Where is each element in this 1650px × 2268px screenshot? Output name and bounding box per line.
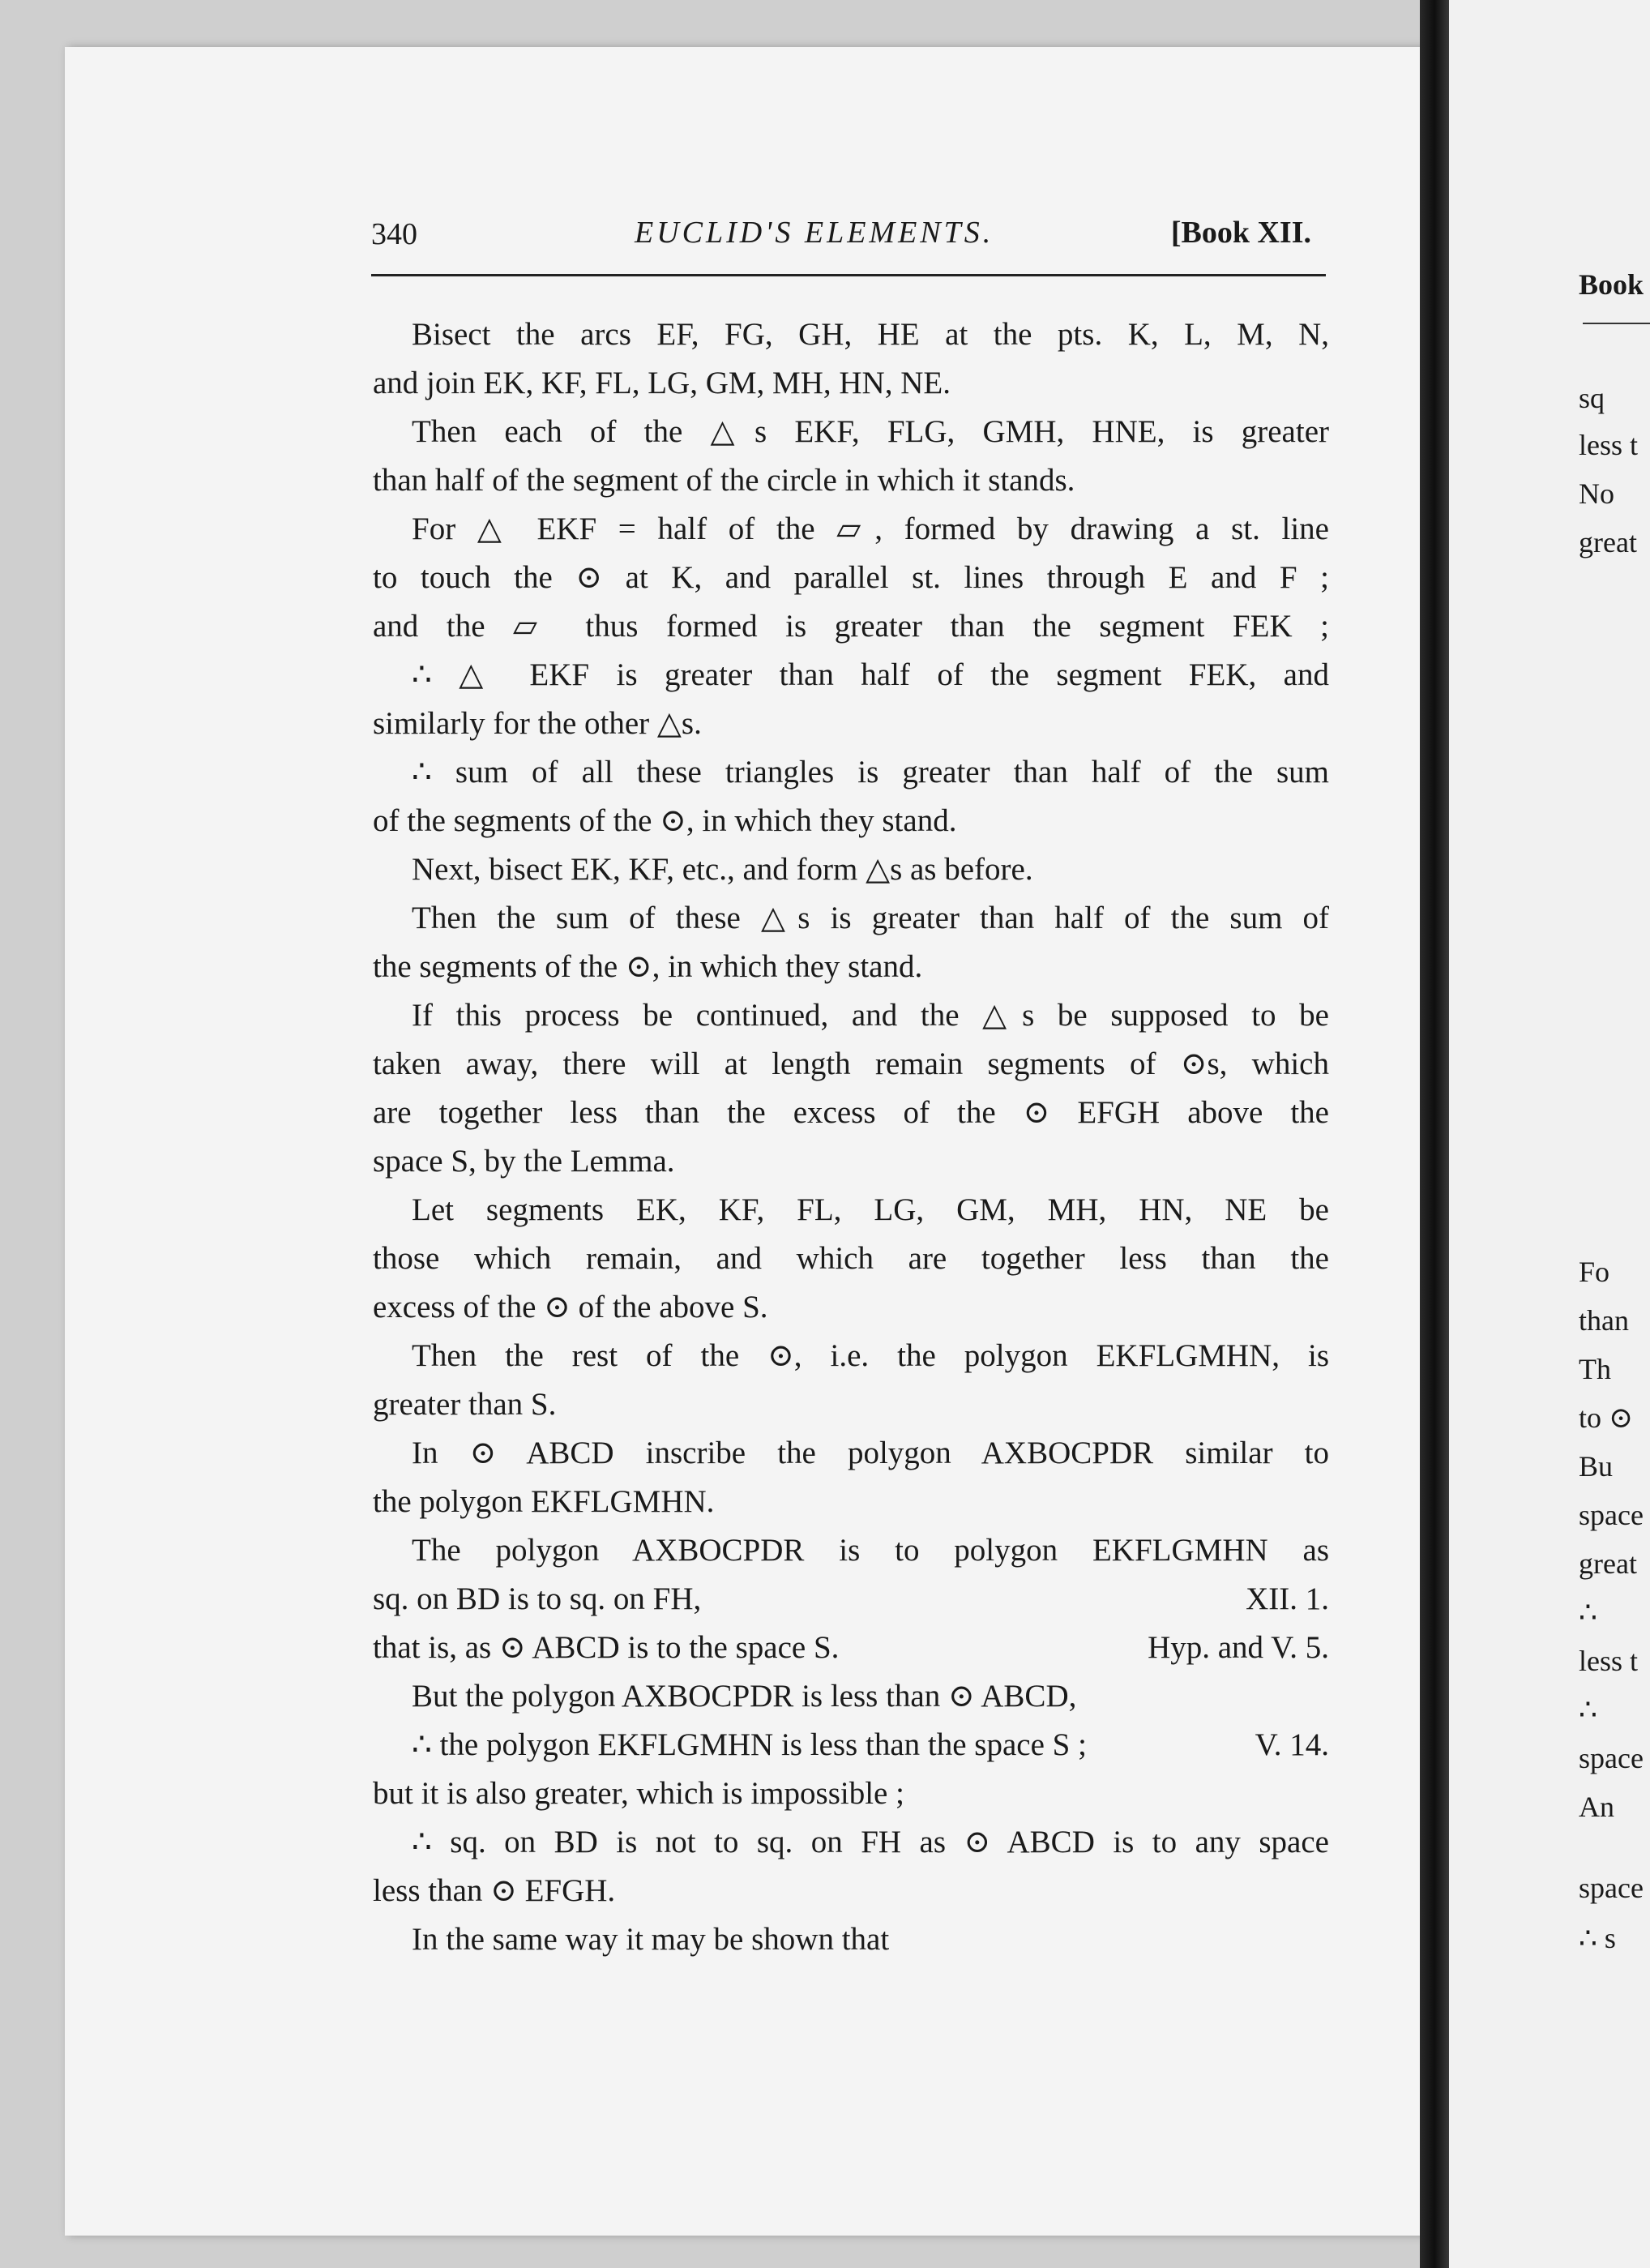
page-number: 340	[371, 217, 417, 251]
right-page-line: An	[1579, 1791, 1614, 1823]
text-line: less than ⊙ EFGH.	[373, 1873, 616, 1908]
right-page-line: less t	[1579, 1645, 1639, 1677]
text-line-body: that is, as ⊙ ABCD is to the space S.	[373, 1630, 840, 1665]
text-line: but it is also greater, which is impossible ;	[373, 1776, 904, 1811]
text-line	[373, 1721, 1329, 1769]
right-page-line: ∴ s	[1579, 1922, 1616, 1954]
right-page-line: great	[1579, 526, 1637, 558]
text-line: than half of the segment of the circle in which it stands.	[373, 463, 1075, 498]
right-page-line: No	[1579, 477, 1614, 510]
right-page-line: sq	[1579, 382, 1605, 414]
right-page	[1449, 0, 1650, 2268]
text-line: space S, by the Lemma.	[373, 1144, 675, 1179]
text-line: Bisect the arcs EF, FG, GH, HE at the pts. K, L, M, N,	[412, 317, 1329, 352]
right-page-line: ∴	[1579, 1693, 1597, 1726]
page-body-text	[373, 310, 1329, 1964]
text-line: and the ▱ thus formed is greater than the segment FEK ;	[373, 609, 1329, 644]
text-line: In the same way it may be shown that	[412, 1922, 890, 1957]
right-page-rule	[1583, 323, 1650, 324]
text-line: those which remain, and which are together less than the	[373, 1241, 1329, 1276]
right-page-line: less t	[1579, 429, 1639, 461]
right-page-line: ∴	[1579, 1596, 1597, 1628]
proof-reference: XII. 1.	[1246, 1581, 1329, 1616]
text-line: In ⊙ ABCD inscribe the polygon AXBOCPDR similar to	[412, 1436, 1329, 1470]
page-header	[371, 215, 1326, 263]
text-line: taken away, there will at length remain segments of ⊙s, which	[373, 1046, 1329, 1081]
text-line: ∴ sq. on BD is not to sq. on FH as ⊙ ABCD is to any space	[412, 1825, 1329, 1859]
right-page-line: space	[1579, 1742, 1644, 1774]
text-line: The polygon AXBOCPDR is to polygon EKFLGMHN as	[412, 1533, 1329, 1568]
text-line: For △ EKF = half of the ▱, formed by drawing a st. line	[412, 511, 1329, 546]
right-page-line: to ⊙	[1579, 1401, 1634, 1434]
text-line: the polygon EKFLGMHN.	[373, 1484, 715, 1519]
text-line	[373, 1624, 1329, 1672]
right-page-line: space	[1579, 1499, 1644, 1531]
running-title: EUCLID'S ELEMENTS.	[635, 216, 994, 250]
proof-reference: V. 14.	[1255, 1727, 1329, 1762]
text-line: to touch the ⊙ at K, and parallel st. lines through E and F ;	[373, 560, 1329, 595]
right-page-line: space	[1579, 1872, 1644, 1904]
right-page-line: than	[1579, 1304, 1629, 1337]
text-line: excess of the ⊙ of the above S.	[373, 1290, 768, 1324]
header-rule	[371, 274, 1326, 276]
text-line-body: ∴ the polygon EKFLGMHN is less than the space S ;	[412, 1727, 1087, 1762]
book-label: [Book XII.	[1170, 216, 1311, 250]
text-line: are together less than the excess of the ⊙ EFGH above the	[373, 1095, 1329, 1130]
text-line: of the segments of the ⊙, in which they stand.	[373, 803, 957, 838]
right-page-line: Th	[1579, 1353, 1611, 1385]
text-line: the segments of the ⊙, in which they stand.	[373, 949, 923, 984]
right-page-line: Bu	[1579, 1450, 1614, 1483]
proof-reference: Hyp. and V. 5.	[1148, 1630, 1329, 1665]
text-line: ∴ △ EKF is greater than half of the segment FEK, and	[412, 657, 1329, 692]
text-line	[373, 1575, 1329, 1624]
text-line: ∴ sum of all these triangles is greater than half of the sum	[412, 755, 1329, 790]
text-line: Then the sum of these △s is greater than half of the sum of	[412, 901, 1329, 935]
text-line: But the polygon AXBOCPDR is less than ⊙ ABCD,	[412, 1679, 1077, 1714]
text-line: Next, bisect EK, KF, etc., and form △s as before.	[412, 852, 1033, 887]
text-line: Then the rest of the ⊙, i.e. the polygon EKFLGMHN, is	[412, 1338, 1329, 1373]
text-line-body: sq. on BD is to sq. on FH,	[373, 1581, 702, 1616]
book-gutter	[1420, 0, 1449, 2268]
text-line: similarly for the other △s.	[373, 706, 702, 741]
text-line: If this process be continued, and the △s be supposed to be	[412, 998, 1329, 1033]
text-line: Then each of the △s EKF, FLG, GMH, HNE, is greater	[412, 414, 1329, 449]
right-page-line: great	[1579, 1547, 1637, 1580]
text-line: and join EK, KF, FL, LG, GM, MH, HN, NE.	[373, 366, 951, 400]
right-page-line: Fo	[1579, 1256, 1610, 1288]
text-line: Let segments EK, KF, FL, LG, GM, MH, HN, NE be	[412, 1192, 1329, 1227]
text-line: greater than S.	[373, 1387, 557, 1422]
right-page-header: Book	[1579, 268, 1644, 301]
